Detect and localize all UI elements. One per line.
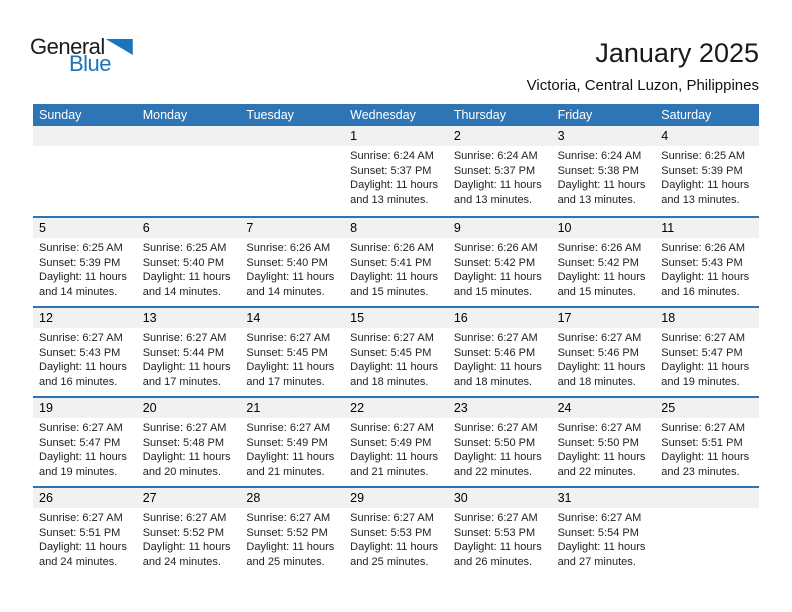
sunrise-text: Sunrise: 6:27 AM: [557, 512, 642, 524]
sunrise-text: Sunrise: 6:27 AM: [557, 332, 642, 344]
day-cell-5: [33, 218, 137, 306]
sunset-text: Sunset: 5:37 PM: [350, 164, 432, 177]
sunset-text: Sunset: 5:48 PM: [142, 436, 225, 449]
day-cell-16: [448, 308, 552, 396]
day-details: [655, 238, 759, 299]
daylight-text: Daylight: 11 hours and 13 minutes.: [350, 179, 438, 206]
day-details: [552, 146, 656, 207]
sunset-text: Sunset: 5:43 PM: [661, 256, 743, 269]
day-cell-12: [33, 308, 137, 396]
day-number: 28: [240, 488, 344, 508]
sunrise-text: Sunrise: 6:27 AM: [39, 512, 123, 524]
day-number: 29: [344, 488, 448, 508]
sunset-text: Sunset: 5:53 PM: [350, 526, 432, 539]
daylight-text: Daylight: 11 hours and 20 minutes.: [142, 451, 231, 478]
daylight-text: Daylight: 11 hours and 16 minutes.: [39, 361, 127, 388]
sunrise-text: Sunrise: 6:27 AM: [453, 422, 538, 434]
day-number: 23: [448, 398, 552, 418]
day-cell-21: [240, 398, 344, 486]
day-details: [448, 238, 552, 299]
daylight-text: Daylight: 11 hours and 21 minutes.: [350, 451, 438, 478]
day-cell-25: [655, 398, 759, 486]
day-cell-11: [655, 218, 759, 306]
sunset-text: Sunset: 5:54 PM: [557, 526, 639, 539]
day-number: 15: [344, 308, 448, 328]
day-details: [137, 328, 241, 389]
day-details: [33, 328, 137, 389]
sunrise-text: Sunrise: 6:27 AM: [453, 332, 538, 344]
sunset-text: Sunset: 5:50 PM: [557, 436, 639, 449]
sunset-text: Sunset: 5:52 PM: [246, 526, 328, 539]
day-cell-28: [240, 488, 344, 576]
day-details: [655, 328, 759, 389]
day-details: [448, 418, 552, 479]
daylight-text: Daylight: 11 hours and 19 minutes.: [661, 361, 750, 388]
sunrise-text: Sunrise: 6:24 AM: [350, 150, 434, 162]
daylight-text: Daylight: 11 hours and 18 minutes.: [557, 361, 646, 388]
sunset-text: Sunset: 5:40 PM: [246, 256, 328, 269]
weekday-saturday: Saturday: [661, 108, 712, 122]
sunrise-text: Sunrise: 6:27 AM: [246, 332, 331, 344]
day-details: [344, 508, 448, 569]
day-number: 14: [240, 308, 344, 328]
day-number: [33, 126, 137, 146]
day-details: [33, 238, 137, 299]
sunset-text: Sunset: 5:43 PM: [39, 346, 121, 359]
day-cell-empty: [240, 126, 344, 216]
daylight-text: Daylight: 11 hours and 23 minutes.: [661, 451, 750, 478]
daylight-text: Daylight: 11 hours and 13 minutes.: [453, 179, 542, 206]
day-cell-4: [655, 126, 759, 216]
day-details: [137, 508, 241, 569]
day-cell-8: [344, 218, 448, 306]
sunrise-text: Sunrise: 6:27 AM: [350, 422, 434, 434]
daylight-text: Daylight: 11 hours and 15 minutes.: [453, 271, 542, 298]
day-number: 8: [344, 218, 448, 238]
page-title: January 2025: [595, 38, 759, 68]
day-details: [448, 508, 552, 569]
day-cell-30: [448, 488, 552, 576]
daylight-text: Daylight: 11 hours and 21 minutes.: [246, 451, 335, 478]
daylight-text: Daylight: 11 hours and 25 minutes.: [350, 541, 438, 568]
sunrise-text: Sunrise: 6:27 AM: [557, 422, 642, 434]
sunrise-text: Sunrise: 6:27 AM: [142, 332, 227, 344]
day-details: [448, 146, 552, 207]
sunrise-text: Sunrise: 6:26 AM: [661, 242, 746, 254]
day-number: 1: [344, 126, 448, 146]
day-cell-3: [552, 126, 656, 216]
day-number: 3: [552, 126, 656, 146]
day-number: 27: [137, 488, 241, 508]
day-details: [240, 238, 344, 299]
day-number: 10: [552, 218, 656, 238]
week-row: [33, 216, 759, 306]
daylight-text: Daylight: 11 hours and 15 minutes.: [557, 271, 646, 298]
logo-text-blue: Blue: [69, 51, 112, 76]
day-details: [552, 238, 656, 299]
day-cell-29: [344, 488, 448, 576]
sunrise-text: Sunrise: 6:27 AM: [142, 512, 227, 524]
day-details: [448, 328, 552, 389]
weekday-wednesday: Wednesday: [350, 108, 416, 122]
day-details: [344, 328, 448, 389]
daylight-text: Daylight: 11 hours and 24 minutes.: [142, 541, 231, 568]
sunset-text: Sunset: 5:42 PM: [557, 256, 639, 269]
day-number: 16: [448, 308, 552, 328]
day-details: [33, 418, 137, 479]
day-number: 25: [655, 398, 759, 418]
day-details: [240, 328, 344, 389]
sunset-text: Sunset: 5:41 PM: [350, 256, 432, 269]
day-cell-17: [552, 308, 656, 396]
sunrise-text: Sunrise: 6:27 AM: [39, 422, 123, 434]
location-subtitle: Victoria, Central Luzon, Philippines: [526, 77, 759, 94]
week-row: [33, 396, 759, 486]
sunset-text: Sunset: 5:42 PM: [453, 256, 536, 269]
day-cell-empty: [33, 126, 137, 216]
day-number: 12: [33, 308, 137, 328]
weekday-monday: Monday: [142, 108, 188, 122]
day-cell-9: [448, 218, 552, 306]
calendar-grid: [33, 126, 759, 576]
day-cell-19: [33, 398, 137, 486]
day-details: [552, 508, 656, 569]
sunrise-text: Sunrise: 6:25 AM: [142, 242, 227, 254]
day-cell-10: [552, 218, 656, 306]
day-details: [655, 418, 759, 479]
day-number: 5: [33, 218, 137, 238]
daylight-text: Daylight: 11 hours and 13 minutes.: [557, 179, 646, 206]
logo-text-general: General: [30, 34, 105, 59]
day-cell-6: [137, 218, 241, 306]
weekday-sunday: Sunday: [39, 108, 82, 122]
sunrise-text: Sunrise: 6:27 AM: [246, 512, 331, 524]
sunrise-text: Sunrise: 6:27 AM: [661, 332, 746, 344]
sunset-text: Sunset: 5:45 PM: [246, 346, 328, 359]
daylight-text: Daylight: 11 hours and 25 minutes.: [246, 541, 335, 568]
day-cell-31: [552, 488, 656, 576]
sunrise-text: Sunrise: 6:24 AM: [453, 150, 538, 162]
daylight-text: Daylight: 11 hours and 14 minutes.: [142, 271, 231, 298]
day-details: [33, 508, 137, 569]
sunset-text: Sunset: 5:46 PM: [453, 346, 536, 359]
day-details: [552, 418, 656, 479]
day-number: 20: [137, 398, 241, 418]
weekday-thursday: Thursday: [453, 108, 506, 122]
day-number: 4: [655, 126, 759, 146]
daylight-text: Daylight: 11 hours and 19 minutes.: [39, 451, 127, 478]
daylight-text: Daylight: 11 hours and 22 minutes.: [453, 451, 542, 478]
sunset-text: Sunset: 5:53 PM: [453, 526, 536, 539]
day-number: 6: [137, 218, 241, 238]
daylight-text: Daylight: 11 hours and 17 minutes.: [142, 361, 231, 388]
sunrise-text: Sunrise: 6:27 AM: [453, 512, 538, 524]
sunrise-text: Sunrise: 6:27 AM: [661, 422, 746, 434]
day-details: [137, 418, 241, 479]
daylight-text: Daylight: 11 hours and 18 minutes.: [453, 361, 542, 388]
week-row: [33, 126, 759, 216]
sunset-text: Sunset: 5:51 PM: [39, 526, 121, 539]
day-cell-13: [137, 308, 241, 396]
day-number: 18: [655, 308, 759, 328]
daylight-text: Daylight: 11 hours and 22 minutes.: [557, 451, 646, 478]
daylight-text: Daylight: 11 hours and 14 minutes.: [246, 271, 335, 298]
day-cell-empty: [137, 126, 241, 216]
daylight-text: Daylight: 11 hours and 18 minutes.: [350, 361, 438, 388]
sunset-text: Sunset: 5:39 PM: [661, 164, 743, 177]
sunset-text: Sunset: 5:51 PM: [661, 436, 743, 449]
sunset-text: Sunset: 5:45 PM: [350, 346, 432, 359]
sunrise-text: Sunrise: 6:27 AM: [350, 332, 434, 344]
daylight-text: Daylight: 11 hours and 13 minutes.: [661, 179, 750, 206]
weekday-tuesday: Tuesday: [246, 108, 294, 122]
sunrise-text: Sunrise: 6:26 AM: [453, 242, 538, 254]
day-number: 17: [552, 308, 656, 328]
day-number: 19: [33, 398, 137, 418]
day-details: [240, 418, 344, 479]
day-details: [137, 238, 241, 299]
sunset-text: Sunset: 5:39 PM: [39, 256, 121, 269]
day-cell-23: [448, 398, 552, 486]
sunset-text: Sunset: 5:46 PM: [557, 346, 639, 359]
day-number: 21: [240, 398, 344, 418]
daylight-text: Daylight: 11 hours and 14 minutes.: [39, 271, 127, 298]
sunset-text: Sunset: 5:47 PM: [39, 436, 121, 449]
day-cell-26: [33, 488, 137, 576]
daylight-text: Daylight: 11 hours and 24 minutes.: [39, 541, 127, 568]
sunset-text: Sunset: 5:52 PM: [142, 526, 225, 539]
sunrise-text: Sunrise: 6:24 AM: [557, 150, 642, 162]
sunset-text: Sunset: 5:49 PM: [246, 436, 328, 449]
day-number: 24: [552, 398, 656, 418]
day-number: 9: [448, 218, 552, 238]
day-cell-18: [655, 308, 759, 396]
weekday-friday: Friday: [557, 108, 593, 122]
sunset-text: Sunset: 5:49 PM: [350, 436, 432, 449]
sunrise-text: Sunrise: 6:26 AM: [246, 242, 331, 254]
sunrise-text: Sunrise: 6:27 AM: [39, 332, 123, 344]
day-details: [344, 146, 448, 207]
day-cell-empty: [655, 488, 759, 576]
day-details: [552, 328, 656, 389]
day-number: 26: [33, 488, 137, 508]
day-cell-20: [137, 398, 241, 486]
day-number: 13: [137, 308, 241, 328]
daylight-text: Daylight: 11 hours and 15 minutes.: [350, 271, 438, 298]
day-number: [655, 488, 759, 508]
sunset-text: Sunset: 5:40 PM: [142, 256, 225, 269]
day-cell-2: [448, 126, 552, 216]
general-blue-logo: [30, 36, 160, 74]
sunset-text: Sunset: 5:44 PM: [142, 346, 225, 359]
sunrise-text: Sunrise: 6:27 AM: [246, 422, 331, 434]
day-details: [344, 238, 448, 299]
day-number: 30: [448, 488, 552, 508]
day-number: [240, 126, 344, 146]
day-details: [240, 508, 344, 569]
sunrise-text: Sunrise: 6:25 AM: [661, 150, 746, 162]
week-row: [33, 486, 759, 576]
sunset-text: Sunset: 5:50 PM: [453, 436, 536, 449]
week-row: [33, 306, 759, 396]
day-cell-27: [137, 488, 241, 576]
day-cell-1: [344, 126, 448, 216]
day-details: [344, 418, 448, 479]
sunrise-text: Sunrise: 6:27 AM: [142, 422, 227, 434]
sunset-text: Sunset: 5:47 PM: [661, 346, 743, 359]
weekday-header-row: [33, 104, 759, 126]
day-number: 11: [655, 218, 759, 238]
sunset-text: Sunset: 5:38 PM: [557, 164, 639, 177]
daylight-text: Daylight: 11 hours and 27 minutes.: [557, 541, 646, 568]
day-cell-24: [552, 398, 656, 486]
sunrise-text: Sunrise: 6:26 AM: [350, 242, 434, 254]
day-cell-7: [240, 218, 344, 306]
day-number: 22: [344, 398, 448, 418]
daylight-text: Daylight: 11 hours and 26 minutes.: [453, 541, 542, 568]
day-number: 2: [448, 126, 552, 146]
daylight-text: Daylight: 11 hours and 17 minutes.: [246, 361, 335, 388]
daylight-text: Daylight: 11 hours and 16 minutes.: [661, 271, 750, 298]
title-block: [527, 38, 759, 94]
day-cell-22: [344, 398, 448, 486]
day-number: [137, 126, 241, 146]
day-number: 31: [552, 488, 656, 508]
day-details: [655, 146, 759, 207]
sunrise-text: Sunrise: 6:25 AM: [39, 242, 123, 254]
day-number: 7: [240, 218, 344, 238]
sunrise-text: Sunrise: 6:26 AM: [557, 242, 642, 254]
sunrise-text: Sunrise: 6:27 AM: [350, 512, 434, 524]
day-cell-14: [240, 308, 344, 396]
sunset-text: Sunset: 5:37 PM: [453, 164, 536, 177]
day-cell-15: [344, 308, 448, 396]
calendar-table: [33, 104, 759, 576]
